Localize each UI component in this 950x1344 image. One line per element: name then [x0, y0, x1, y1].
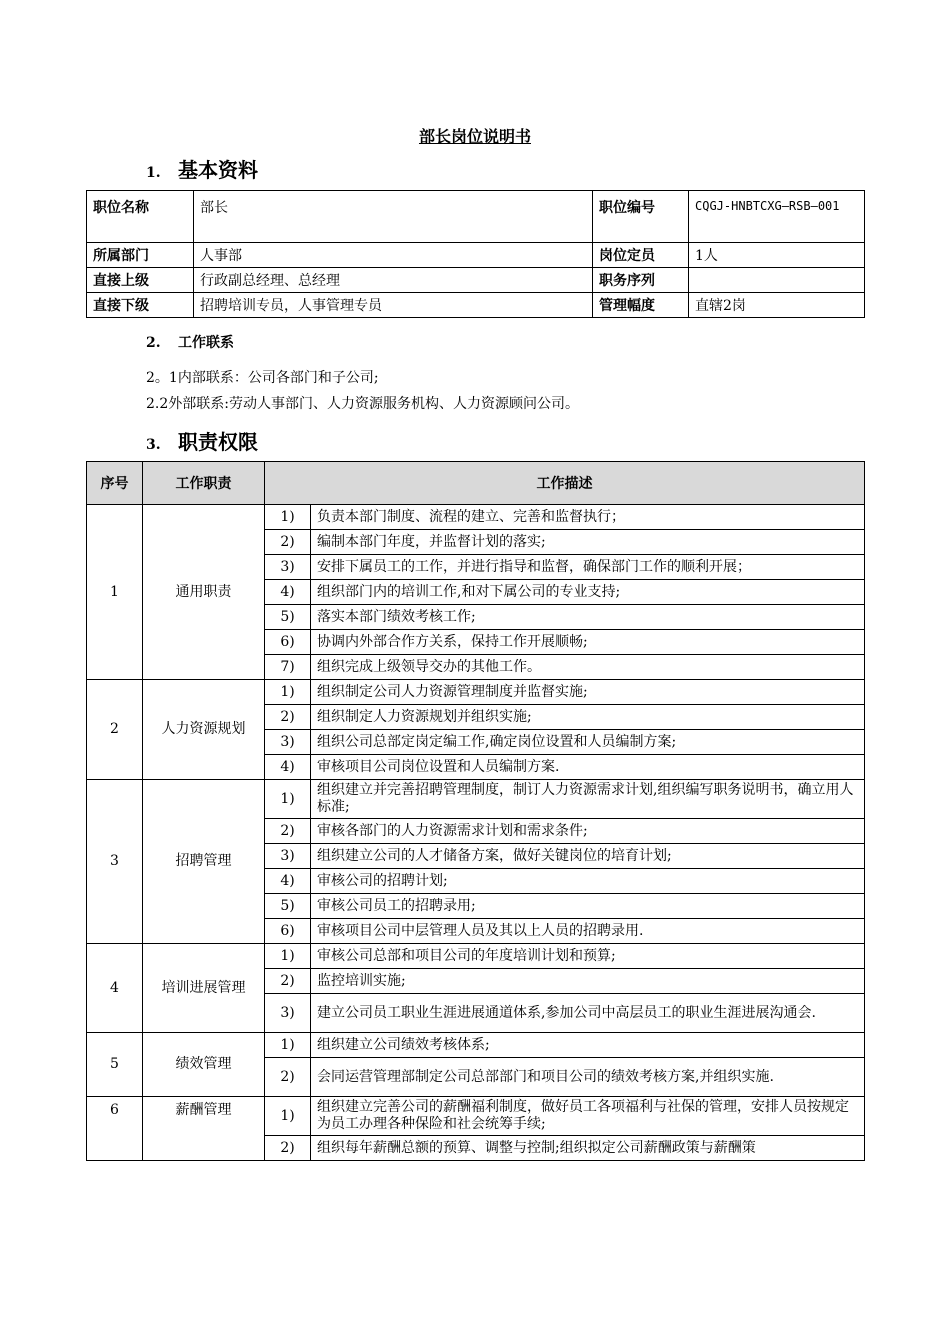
item-number: 1): [265, 780, 311, 819]
item-text: 审核公司员工的招聘录用;: [311, 894, 865, 919]
table-row: [87, 780, 865, 819]
table-row: [87, 505, 865, 530]
value-management-span: 直辖2岗: [689, 293, 865, 318]
section-heading-basic-info: [146, 154, 258, 183]
group-name: 通用职责: [143, 505, 265, 680]
item-number: 4): [265, 869, 311, 894]
section-number: 2.: [146, 335, 161, 351]
group-name: 薪酬管理: [143, 1097, 265, 1161]
value-direct-subordinates: 招聘培训专员，人事管理专员: [194, 293, 593, 318]
item-number: 3): [265, 994, 311, 1033]
item-number: 5): [265, 605, 311, 630]
item-text: 组织每年薪酬总额的预算、调整与控制;组织拟定公司薪酬政策与薪酬策: [311, 1136, 865, 1161]
item-number: 2): [265, 969, 311, 994]
label-direct-superior: 直接上级: [87, 268, 194, 293]
group-number: 3: [87, 780, 143, 944]
item-text: 组织制定人力资源规划并组织实施;: [311, 705, 865, 730]
item-number: 1): [265, 680, 311, 705]
value-job-sequence: [689, 268, 865, 293]
item-number: 1): [265, 1033, 311, 1058]
item-text: 落实本部门绩效考核工作;: [311, 605, 865, 630]
item-text: 组织建立完善公司的薪酬福利制度，做好员工各项福利与社保的管理，安排人员按规定为员工办理各种保险和社会统筹手续;: [311, 1097, 865, 1136]
group-name: 招聘管理: [143, 780, 265, 944]
section-heading-duties: [146, 426, 258, 455]
item-text: 安排下属员工的工作，并进行指导和监督，确保部门工作的顺利开展；: [311, 555, 865, 580]
item-number: 5): [265, 894, 311, 919]
label-position-code: 职位编号: [593, 191, 689, 243]
table-row: [87, 1097, 865, 1136]
item-text: 组织建立公司绩效考核体系;: [311, 1033, 865, 1058]
label-department: 所属部门: [87, 243, 194, 268]
section-title: 基本资料: [178, 158, 258, 182]
section-title: 职责权限: [178, 430, 258, 454]
label-position-name: 职位名称: [87, 191, 194, 243]
item-number: 7): [265, 655, 311, 680]
item-number: 1): [265, 1097, 311, 1136]
group-name: 培训进展管理: [143, 944, 265, 1033]
item-number: 6): [265, 630, 311, 655]
item-text: 建立公司员工职业生涯进展通道体系,参加公司中高层员工的职业生涯进展沟通会.: [311, 994, 865, 1033]
table-row: [87, 243, 865, 268]
table-row: [87, 944, 865, 969]
group-number: 6: [87, 1097, 143, 1161]
internal-contact: 2。1内部联系：公司各部门和子公司;: [146, 370, 379, 386]
group-name: 人力资源规划: [143, 680, 265, 780]
table-row: [87, 680, 865, 705]
duties-table: [86, 461, 865, 1161]
table-header-row: [87, 462, 865, 505]
label-direct-subordinates: 直接下级: [87, 293, 194, 318]
item-text: 审核公司总部和项目公司的年度培训计划和预算;: [311, 944, 865, 969]
item-number: 4): [265, 580, 311, 605]
basic-info-table: [86, 190, 865, 318]
external-contact: 2.2外部联系:劳动人事部门、人力资源服务机构、人力资源顾问公司。: [146, 396, 579, 412]
value-position-name: 部长: [194, 191, 593, 243]
group-number: 1: [87, 505, 143, 680]
item-number: 2): [265, 530, 311, 555]
item-number: 2): [265, 1136, 311, 1161]
item-text: 组织建立公司的人才储备方案，做好关键岗位的培育计划;: [311, 844, 865, 869]
section-title: 工作联系: [178, 335, 234, 351]
item-text: 审核公司的招聘计划;: [311, 869, 865, 894]
value-position-code: CQGJ-HNBTCXG—RSB—001: [689, 191, 865, 243]
header-duty: 工作职责: [143, 462, 265, 505]
item-text: 组织建立并完善招聘管理制度，制订人力资源需求计划,组织编写职务说明书，确立用人标准;: [311, 780, 865, 819]
item-text: 会同运营管理部制定公司总部部门和项目公司的绩效考核方案,并组织实施.: [311, 1058, 865, 1097]
item-number: 2): [265, 819, 311, 844]
section-heading-contacts: [146, 332, 234, 352]
item-number: 2): [265, 705, 311, 730]
item-number: 3): [265, 730, 311, 755]
header-no: 序号: [87, 462, 143, 505]
item-number: 6): [265, 919, 311, 944]
table-row: [87, 1033, 865, 1058]
page-title: 部长岗位说明书: [418, 127, 531, 146]
group-name: 绩效管理: [143, 1033, 265, 1097]
item-text: 审核各部门的人力资源需求计划和需求条件;: [311, 819, 865, 844]
table-row: [87, 293, 865, 318]
item-text: 负责本部门制度、流程的建立、完善和监督执行；: [311, 505, 865, 530]
item-text: 组织制定公司人力资源管理制度并监督实施;: [311, 680, 865, 705]
label-job-sequence: 职务序列: [593, 268, 689, 293]
item-number: 1): [265, 505, 311, 530]
group-number: 4: [87, 944, 143, 1033]
item-number: 4): [265, 755, 311, 780]
item-number: 3): [265, 844, 311, 869]
item-text: 审核项目公司岗位设置和人员编制方案.: [311, 755, 865, 780]
section-number: 3.: [146, 437, 161, 453]
group-number: 2: [87, 680, 143, 780]
item-text: 协调内外部合作方关系，保持工作开展顺畅;: [311, 630, 865, 655]
table-row: [87, 268, 865, 293]
item-number: 2): [265, 1058, 311, 1097]
header-description: 工作描述: [265, 462, 865, 505]
group-number: 5: [87, 1033, 143, 1097]
item-number: 1): [265, 944, 311, 969]
section-number: 1.: [146, 165, 161, 181]
item-text: 组织部门内的培训工作,和对下属公司的专业支持;: [311, 580, 865, 605]
label-headcount: 岗位定员: [593, 243, 689, 268]
item-text: 组织公司总部定岗定编工作,确定岗位设置和人员编制方案;: [311, 730, 865, 755]
table-row: [87, 191, 865, 243]
value-headcount: 1人: [689, 243, 865, 268]
item-text: 监控培训实施;: [311, 969, 865, 994]
value-direct-superior: 行政副总经理、总经理: [194, 268, 593, 293]
item-text: 审核项目公司中层管理人员及其以上人员的招聘录用.: [311, 919, 865, 944]
value-department: 人事部: [194, 243, 593, 268]
item-number: 3): [265, 555, 311, 580]
label-management-span: 管理幅度: [593, 293, 689, 318]
item-text: 组织完成上级领导交办的其他工作。: [311, 655, 865, 680]
item-text: 编制本部门年度，并监督计划的落实;: [311, 530, 865, 555]
